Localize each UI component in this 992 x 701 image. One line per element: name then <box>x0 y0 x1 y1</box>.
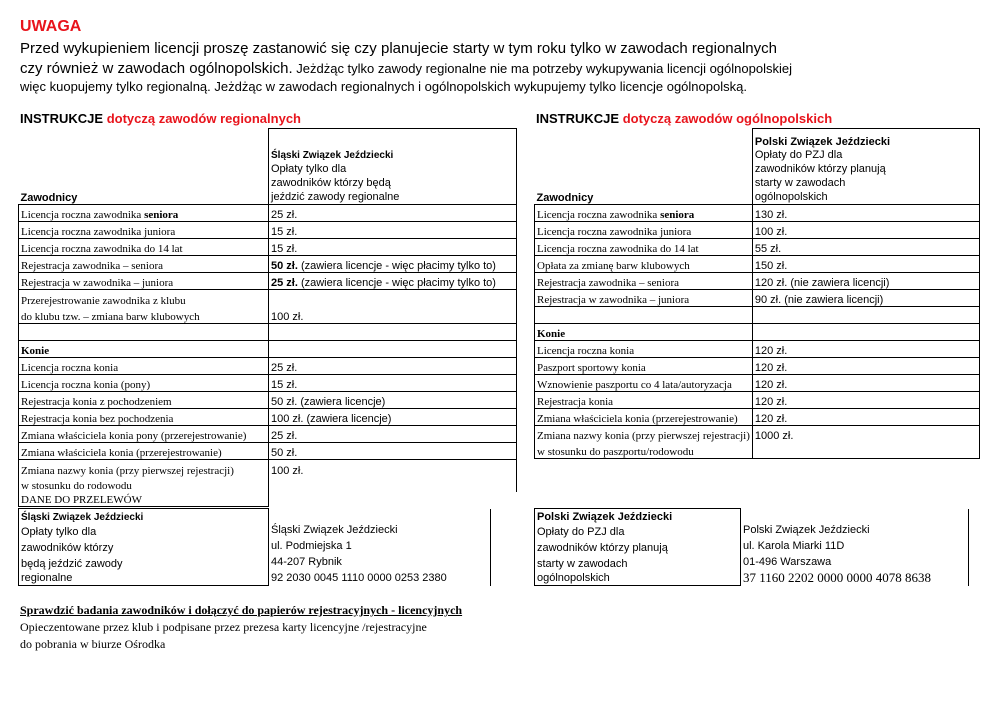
fee-label-text: Rejestracja w zawodnika – juniora <box>537 294 690 306</box>
fee-label-text: Rejestracja w zawodnika – juniora <box>21 277 174 289</box>
national-org-cell <box>752 129 979 205</box>
table-row <box>535 273 980 290</box>
rename-label-line2: w stosunku do rodowodu <box>19 477 269 492</box>
fee-value <box>269 273 517 290</box>
table-row <box>535 409 980 426</box>
bank-desc-3: będą jeździć zawody <box>21 558 123 570</box>
fee-value: 100 zł. (zawiera licencje) <box>269 409 517 426</box>
fee-label-text: Licencja roczna zawodnika juniora <box>21 226 176 238</box>
blank-cell <box>269 341 517 358</box>
blank-row <box>535 307 753 324</box>
table-row <box>535 239 980 256</box>
fee-value: 25 zł. <box>269 205 517 222</box>
fee-label: Rejestracja konia bez pochodzenia <box>19 409 269 426</box>
rename-value: 1000 zł. <box>752 426 979 442</box>
bank-address-2: ul. Karola Miarki 11D <box>743 539 845 552</box>
fee-value: 25 zł. <box>269 358 517 375</box>
heading-highlight: dotyczą zawodów ogólnopolskich <box>622 111 833 126</box>
fee-value: 120 zł. <box>752 375 979 392</box>
fee-label: Wznowienie paszportu co 4 lata/autoryzacja <box>535 375 753 392</box>
fee-label: Licencja roczna konia <box>535 341 753 358</box>
bank-address-cell <box>269 509 491 586</box>
intro-line-2-large: czy również w zawodach ogólnopolskich. <box>20 60 293 77</box>
table-row <box>19 256 517 273</box>
bank-address-cell <box>741 509 969 586</box>
transfer-label-line2: do klubu tzw. – zmiana barw klubowych <box>19 307 269 324</box>
blank-cell <box>752 324 979 341</box>
fee-label: Rejestracja konia z pochodzeniem <box>19 392 269 409</box>
regional-bank-table <box>18 508 491 586</box>
blank-row <box>269 324 517 341</box>
fee-label: Zmiana właściciela konia pony (przerejestrowanie) <box>19 426 269 443</box>
table-row <box>535 392 980 409</box>
fee-label-bold: seniora <box>144 209 179 221</box>
fee-label <box>535 239 753 256</box>
rename-value: 100 zł. <box>269 460 517 477</box>
table-row <box>535 222 980 239</box>
fee-label: Licencja roczna konia <box>19 358 269 375</box>
riders-header: Zawodnicy <box>20 192 78 204</box>
fee-label <box>535 256 753 273</box>
fee-value <box>269 256 517 273</box>
transfer-value: 100 zł. <box>269 307 517 324</box>
fee-label <box>535 273 753 290</box>
fee-label <box>19 222 269 239</box>
fee-value: 120 zł. <box>752 392 979 409</box>
table-row <box>19 222 517 239</box>
bank-org-cell <box>535 509 741 586</box>
regional-fees-table <box>18 128 517 507</box>
table-row <box>535 205 980 222</box>
blank-cell <box>269 477 517 492</box>
fee-label-text: Opłata za zmianę barw klubowych <box>537 260 690 272</box>
bank-address-1: Śląski Związek Jeździecki <box>271 523 398 536</box>
fee-value: 15 zł. <box>269 239 517 256</box>
bank-desc-2: zawodników którzy planują <box>537 542 668 554</box>
rename-label-line1: Zmiana nazwy konia (przy pierwszej rejestracji) <box>535 426 753 442</box>
fee-label-text: Rejestracja zawodnika – seniora <box>21 260 164 272</box>
bank-desc-2: zawodników którzy <box>21 542 114 554</box>
table-row <box>19 375 517 392</box>
fee-value: 130 zł. <box>752 205 979 222</box>
table-row <box>19 239 517 256</box>
bank-org-name: Śląski Związek Jeździecki <box>21 512 144 523</box>
horses-header: Konie <box>19 341 269 358</box>
fee-value-note: (zawiera licencje - więc płacimy tylko to) <box>297 277 496 289</box>
table-row <box>19 273 517 290</box>
org-description: Opłaty tylko dla zawodników którzy będą jeździć zawody regionalne <box>271 163 400 203</box>
table-row <box>535 290 980 307</box>
intro-line-2 <box>20 60 792 77</box>
table-row <box>19 443 517 460</box>
fee-value: 120 zł. <box>752 358 979 375</box>
table-row <box>535 341 980 358</box>
note-office-pickup: do pobrania w biurze Ośrodka <box>20 637 166 651</box>
table-row <box>19 392 517 409</box>
fee-label-text: Licencja roczna zawodnika juniora <box>537 226 692 238</box>
bank-desc-4: ogólnopolskich <box>537 572 610 584</box>
fee-label: Licencja roczna konia (pony) <box>19 375 269 392</box>
riders-header: Zawodnicy <box>536 192 594 204</box>
heading-highlight: dotyczą zawodów regionalnych <box>106 111 301 126</box>
fee-label: Rejestracja konia <box>535 392 753 409</box>
fee-label-text: Licencja roczna zawodnika <box>537 209 661 221</box>
rename-label-line2: w stosunku do paszportu/rodowodu <box>535 442 753 459</box>
fee-value: 90 zł. (nie zawiera licencji) <box>752 290 979 307</box>
fee-label <box>19 256 269 273</box>
table-row <box>19 409 517 426</box>
bank-account-number: 92 2030 0045 1110 0000 0253 2380 <box>271 571 447 584</box>
blank-row <box>19 324 269 341</box>
bank-desc-3: starty w zawodach <box>537 558 628 570</box>
fee-label <box>535 222 753 239</box>
fee-value: 55 zł. <box>752 239 979 256</box>
fee-label <box>19 205 269 222</box>
horses-header: Konie <box>535 324 753 341</box>
note-medical-check: Sprawdzić badania zawodników i dołączyć do papierów rejestracyjnych - licencyjnych <box>20 603 463 617</box>
bank-account-number: 37 1160 2202 0000 0000 4078 8638 <box>743 569 932 585</box>
fee-value: 50 zł. <box>269 443 517 460</box>
blank-row <box>752 307 979 324</box>
note-license-cards: Opieczentowane przez klub i podpisane przez prezesa karty licencyjne /rejestracyjne <box>20 620 427 634</box>
fee-label: Zmiana właściciela konia (przerejestrowanie) <box>535 409 753 426</box>
fee-label-text: Licencja roczna zawodnika do 14 lat <box>21 243 183 255</box>
org-name: Polski Związek Jeździecki <box>754 136 890 148</box>
table-row <box>535 375 980 392</box>
fee-value: 100 zł. <box>752 222 979 239</box>
regional-org-cell <box>269 129 517 205</box>
fee-value: 15 zł. <box>269 222 517 239</box>
transfer-value-spacer <box>269 290 517 307</box>
table-row <box>19 358 517 375</box>
fee-value: 25 zł. <box>269 426 517 443</box>
org-description: Opłaty do PZJ dla zawodników którzy planują starty w zawodach ogólnopolskich <box>754 149 886 203</box>
fee-value-bold: 25 zł. <box>271 277 298 289</box>
fee-value: 120 zł. <box>752 409 979 426</box>
fee-label-text: Rejestracja zawodnika – seniora <box>537 277 680 289</box>
transfer-data-heading: DANE DO PRZELEWÓW <box>19 492 269 507</box>
right-section-heading <box>536 111 832 126</box>
bank-desc-4: regionalne <box>21 572 73 584</box>
table-row <box>19 426 517 443</box>
fee-label <box>19 239 269 256</box>
fee-label <box>535 290 753 307</box>
blank-cell <box>269 492 517 507</box>
rename-label-line1: Zmiana nazwy konia (przy pierwszej rejestracji) <box>19 460 269 477</box>
fee-label: Paszport sportowy konia <box>535 358 753 375</box>
fee-value-bold: 50 zł. <box>271 260 298 272</box>
bank-org-name: Polski Związek Jeździecki <box>537 511 673 523</box>
intro-line-3: więc kuopujemy tylko regionalną. Jeżdżąc w zawodach regionalnych i ogólnopolskich wykupujemy tylko licencje ogólnopolską. <box>20 79 747 94</box>
fee-label-text: Licencja roczna zawodnika do 14 lat <box>537 243 699 255</box>
bank-address-3: 01-496 Warszawa <box>743 555 832 568</box>
table-row <box>535 358 980 375</box>
left-section-heading <box>20 111 301 126</box>
bank-org-cell <box>19 509 269 586</box>
table-row <box>535 256 980 273</box>
table-row <box>19 205 517 222</box>
fee-label <box>535 205 753 222</box>
bank-address-2: ul. Podmiejska 1 <box>271 539 352 552</box>
fee-value: 150 zł. <box>752 256 979 273</box>
fee-value: 120 zł. <box>752 341 979 358</box>
warning-title: UWAGA <box>20 18 82 35</box>
org-name: Śląski Związek Jeździecki <box>271 150 394 161</box>
national-bank-table <box>534 508 969 586</box>
heading-prefix: INSTRUKCJE <box>20 111 107 126</box>
bank-address-1: Polski Związek Jeździecki <box>743 523 870 536</box>
heading-prefix: INSTRUKCJE <box>536 111 623 126</box>
national-fees-table <box>534 128 980 459</box>
bank-desc-1: Opłaty tylko dla <box>21 526 97 538</box>
fee-value-note: (zawiera licencje - więc płacimy tylko to) <box>297 260 496 272</box>
fee-label: Zmiana właściciela konia (przerejestrowanie) <box>19 443 269 460</box>
fee-value: 50 zł. (zawiera licencje) <box>269 392 517 409</box>
blank-cell <box>752 442 979 459</box>
transfer-label-line1: Przerejestrowanie zawodnika z klubu <box>19 290 269 307</box>
fee-label-text: Licencja roczna zawodnika <box>21 209 145 221</box>
fee-value: 120 zł. (nie zawiera licencji) <box>752 273 979 290</box>
bank-desc-1: Opłaty do PZJ dla <box>537 526 625 538</box>
intro-line-1: Przed wykupieniem licencji proszę zastanowić się czy planujecie starty w tym roku tylko w zawodach regionalnych <box>20 40 777 57</box>
intro-line-2-small: Jeżdżąc tylko zawody regionalne nie ma potrzeby wykupywania licencji ogólnopolskiej <box>292 61 792 76</box>
fee-label-bold: seniora <box>660 209 695 221</box>
fee-label <box>19 273 269 290</box>
fee-value: 15 zł. <box>269 375 517 392</box>
bank-address-3: 44-207 Rybnik <box>271 555 342 568</box>
